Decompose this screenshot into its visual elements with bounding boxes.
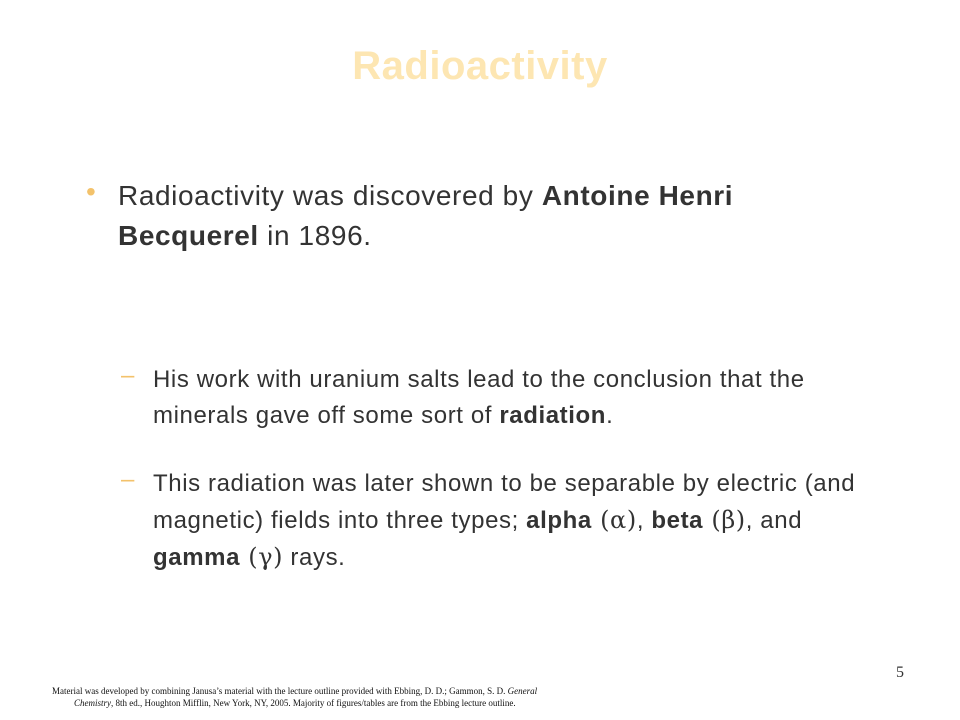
page-number: 5 xyxy=(896,664,904,681)
subbullet-text: , xyxy=(636,507,652,534)
footnote-text: Material was developed by combining Janusa’s material with the lecture outline provided with Ebbing, D. D.; Gammon, S. D. xyxy=(52,686,508,696)
radiation-term: radiation xyxy=(499,402,607,429)
footnote xyxy=(52,685,537,709)
gamma-term: gamma xyxy=(153,544,241,571)
footnote-line-1 xyxy=(52,685,537,697)
alpha-symbol: (α) xyxy=(591,506,637,534)
bullet-text: Radioactivity was discovered by xyxy=(118,180,542,211)
slide-title: Radioactivity xyxy=(352,44,608,88)
subbullet-separable xyxy=(153,466,873,576)
bullet-marker: • xyxy=(86,176,96,207)
subbullet-uranium xyxy=(153,362,873,434)
dash-marker: – xyxy=(121,362,135,389)
beta-term: beta xyxy=(651,507,704,534)
alpha-term: alpha xyxy=(526,507,592,534)
footnote-line-2 xyxy=(52,697,537,709)
footnote-italic: General xyxy=(507,686,538,696)
subbullet-text: , and xyxy=(745,507,803,534)
beta-symbol: (β) xyxy=(703,506,746,534)
dash-marker: – xyxy=(121,466,135,493)
subbullet-text: His work with uranium salts lead to the conclusion that the minerals gave off some sort of xyxy=(153,366,805,429)
gamma-symbol: (γ) xyxy=(240,543,284,571)
subbullet-text: . xyxy=(606,402,614,429)
becquerel-name: Antoine Henri Becquerel xyxy=(118,180,734,251)
subbullet-text: This radiation was later shown to be separable by electric (and magnetic) fields into three types; xyxy=(153,470,856,534)
subbullet-text: rays. xyxy=(283,544,346,571)
bullet-text: in 1896. xyxy=(258,220,372,251)
bullet-discovery xyxy=(118,176,838,256)
footnote-text: , 8th ed., Houghton Mifflin, New York, NY, 2005. Majority of figures/tables are from the Ebbing lecture outline. xyxy=(111,698,516,708)
footnote-italic: Chemistry xyxy=(74,698,111,708)
